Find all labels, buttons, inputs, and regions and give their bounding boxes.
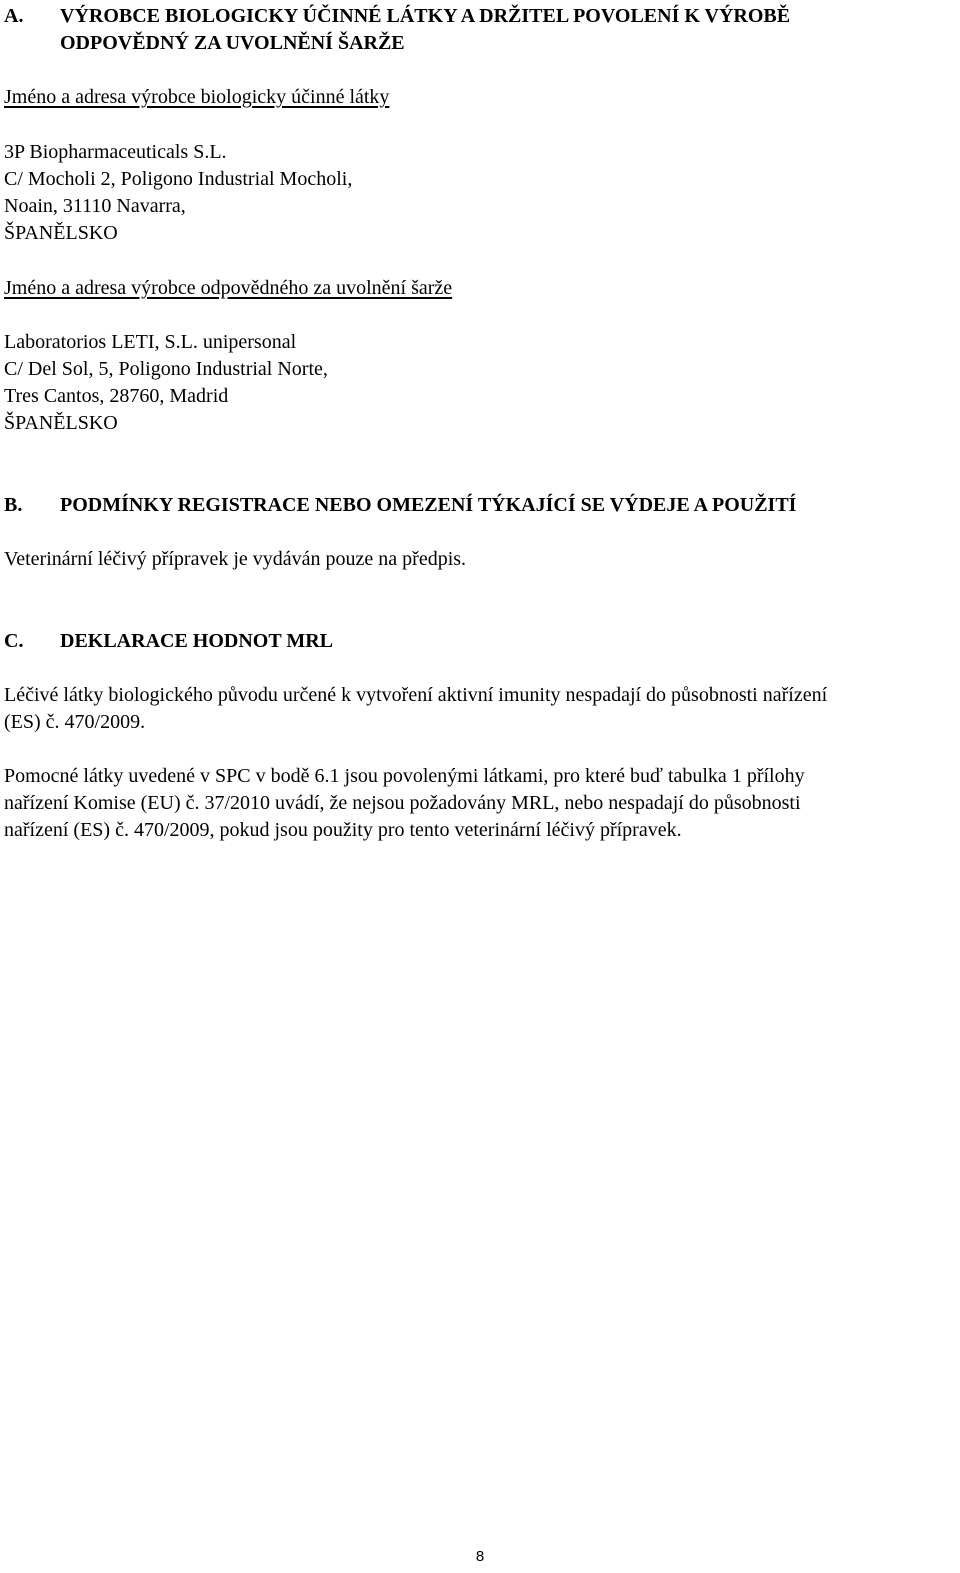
paragraph-line: Pomocné látky uvedené v SPC v bodě 6.1 jsou povolenými látkami, pro které buď tabulka 1 přílohy — [4, 765, 805, 787]
address-line: C/ Del Sol, 5, Poligono Industrial Norte, — [4, 358, 328, 380]
paragraph-line: (ES) č. 470/2009. — [4, 711, 146, 733]
section-b-body — [4, 546, 956, 573]
address-line: Laboratorios LETI, S.L. unipersonal — [4, 331, 297, 353]
manufacturer-address-text — [4, 139, 956, 247]
manufacturer-block — [4, 84, 956, 111]
release-address — [4, 329, 956, 437]
paragraph-line: nařízení (ES) č. 470/2009, pokud jsou použity pro tento veterinární léčivý přípravek. — [4, 819, 682, 841]
section-c-letter: C. — [4, 630, 24, 652]
section-b-heading — [4, 492, 956, 519]
address-line: C/ Mocholi 2, Poligono Industrial Mocholi, — [4, 168, 353, 190]
section-a-title-line: VÝROBCE BIOLOGICKY ÚČINNÉ LÁTKY A DRŽITEL POVOLENÍ K VÝROBĚ — [60, 5, 791, 27]
section-a-heading — [4, 3, 956, 57]
page-number: 8 — [475, 1548, 485, 1565]
section-b-title: PODMÍNKY REGISTRACE NEBO OMEZENÍ TÝKAJÍCÍ SE VÝDEJE A POUŽITÍ — [60, 494, 797, 516]
section-a-title-line: ODPOVĚDNÝ ZA UVOLNĚNÍ ŠARŽE — [60, 32, 405, 54]
section-b-text: Veterinární léčivý přípravek je vydáván pouze na předpis. — [4, 548, 467, 570]
release-block — [4, 275, 956, 302]
section-c-title: DEKLARACE HODNOT MRL — [60, 630, 333, 652]
address-line: Tres Cantos, 28760, Madrid — [4, 385, 229, 407]
section-c-heading — [4, 628, 956, 655]
paragraph-text — [4, 763, 956, 844]
section-c — [4, 628, 956, 655]
address-line: 3P Biopharmaceuticals S.L. — [4, 141, 227, 163]
address-line: Noain, 31110 Navarra, — [4, 195, 186, 217]
paragraph-text — [4, 682, 956, 736]
release-address-text — [4, 329, 956, 437]
section-b-letter: B. — [4, 494, 23, 516]
paragraph-line: nařízení Komise (EU) č. 37/2010 uvádí, že nejsou požadovány MRL, nebo nespadají do působnosti — [4, 792, 801, 814]
address-line: ŠPANĚLSKO — [4, 412, 118, 434]
paragraph-line: Léčivé látky biologického původu určené k vytvoření aktivní imunity nespadají do působnosti nařízení — [4, 684, 828, 706]
address-line: ŠPANĚLSKO — [4, 222, 118, 244]
section-a-title — [60, 3, 956, 57]
section-a — [4, 3, 956, 57]
section-b — [4, 492, 956, 519]
section-c-paragraph-2 — [4, 763, 956, 844]
manufacturer-address — [4, 139, 956, 247]
section-c-paragraph-1 — [4, 682, 956, 736]
release-label: Jméno a adresa výrobce odpovědného za uvolnění šarže — [4, 277, 453, 299]
section-a-letter: A. — [4, 5, 24, 27]
manufacturer-label: Jméno a adresa výrobce biologicky účinné látky — [4, 86, 390, 108]
